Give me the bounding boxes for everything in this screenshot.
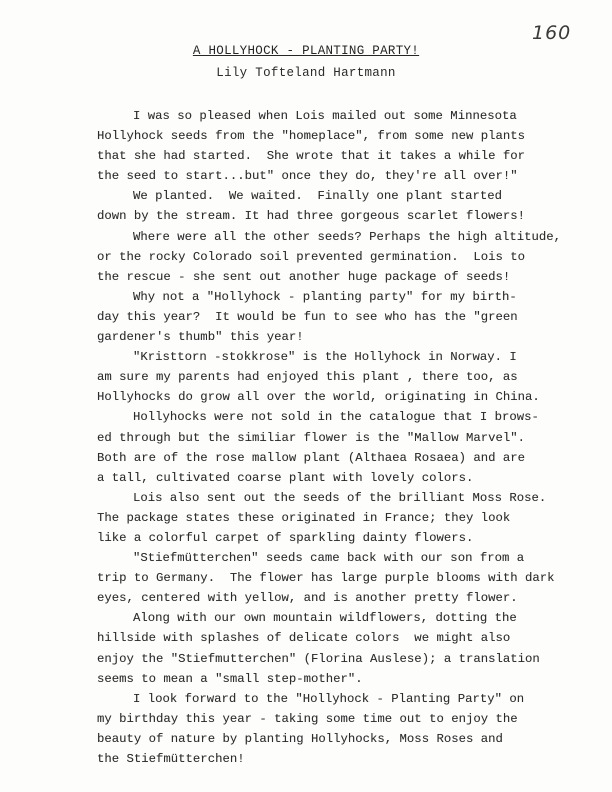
text-line: am sure my parents had enjoyed this plant , there too, as: [97, 370, 518, 385]
page-number: 160: [532, 22, 572, 44]
page-title: A HOLLYHOCK - PLANTING PARTY!: [192, 44, 420, 58]
text-line: I was so pleased when Lois mailed out some Minnesota: [133, 109, 517, 123]
text-line: Along with our own mountain wildflowers, dotting the: [133, 611, 517, 626]
text-line: my birthday this year - taking some time out to enjoy the: [97, 711, 518, 726]
text-line: eyes, centered with yellow, and is another pretty flower.: [97, 591, 518, 606]
text-line: beauty of nature by planting Hollyhocks, Moss Roses and: [97, 731, 503, 746]
text-line: We planted. We waited. Finally one plant started: [133, 189, 502, 204]
text-line: seems to mean a "small step-mother".: [97, 671, 363, 686]
text-line: Hollyhocks do grow all over the world, originating in China.: [97, 390, 540, 405]
text-line: that she had started. She wrote that it takes a while for: [97, 149, 526, 164]
text-line: Hollyhock seeds from the "homeplace", from some new plants: [97, 129, 526, 144]
text-line: Both are of the rose mallow plant (Althaea Rosaea) and are: [97, 450, 526, 465]
text-line: like a colorful carpet of sparkling dainty flowers.: [97, 530, 474, 545]
text-line: day this year? It would be fun to see who has the "green: [97, 309, 518, 324]
text-line: trip to Germany. The flower has large purple blooms with dark: [97, 571, 555, 586]
text-line: The package states these originated in France; they look: [97, 510, 511, 525]
text-line: hillside with splashes of delicate colors we might also: [97, 631, 511, 646]
text-line: Why not a "Hollyhock - planting party" for my birth-: [133, 289, 517, 304]
text-line: ed through but the similiar flower is the "Mallow Marvel".: [97, 430, 526, 445]
text-line: the seed to start...but" once they do, they're all over!": [97, 169, 518, 184]
text-line: the rescue - she sent out another huge package of seeds!: [97, 269, 511, 284]
text-line: "Stiefmütterchen" seeds came back with our son from a: [133, 551, 525, 566]
text-line: gardener's thumb" this year!: [97, 330, 304, 345]
text-line: Hollyhocks were not sold in the catalogue that I brows-: [133, 410, 539, 425]
text-line: a tall, cultivated coarse plant with lovely colors.: [97, 470, 474, 485]
text-line: I look forward to the "Hollyhock - Planting Party" on: [133, 691, 525, 706]
body-text: [97, 106, 577, 769]
text-line: "Kristtorn -stokkrose" is the Hollyhock in Norway. I: [133, 350, 517, 365]
text-line: the Stiefmütterchen!: [97, 752, 245, 766]
text-line: enjoy the "Stiefmutterchen" (Florina Auslese); a translation: [97, 651, 540, 666]
author-byline: Lily Tofteland Hartmann: [216, 66, 396, 80]
text-line: Where were all the other seeds? Perhaps the high altitude,: [133, 229, 562, 244]
text-line: down by the stream. It had three gorgeous scarlet flowers!: [97, 209, 526, 224]
text-line: Lois also sent out the seeds of the brilliant Moss Rose.: [133, 490, 547, 505]
text-line: or the rocky Colorado soil prevented germination. Lois to: [97, 249, 526, 264]
